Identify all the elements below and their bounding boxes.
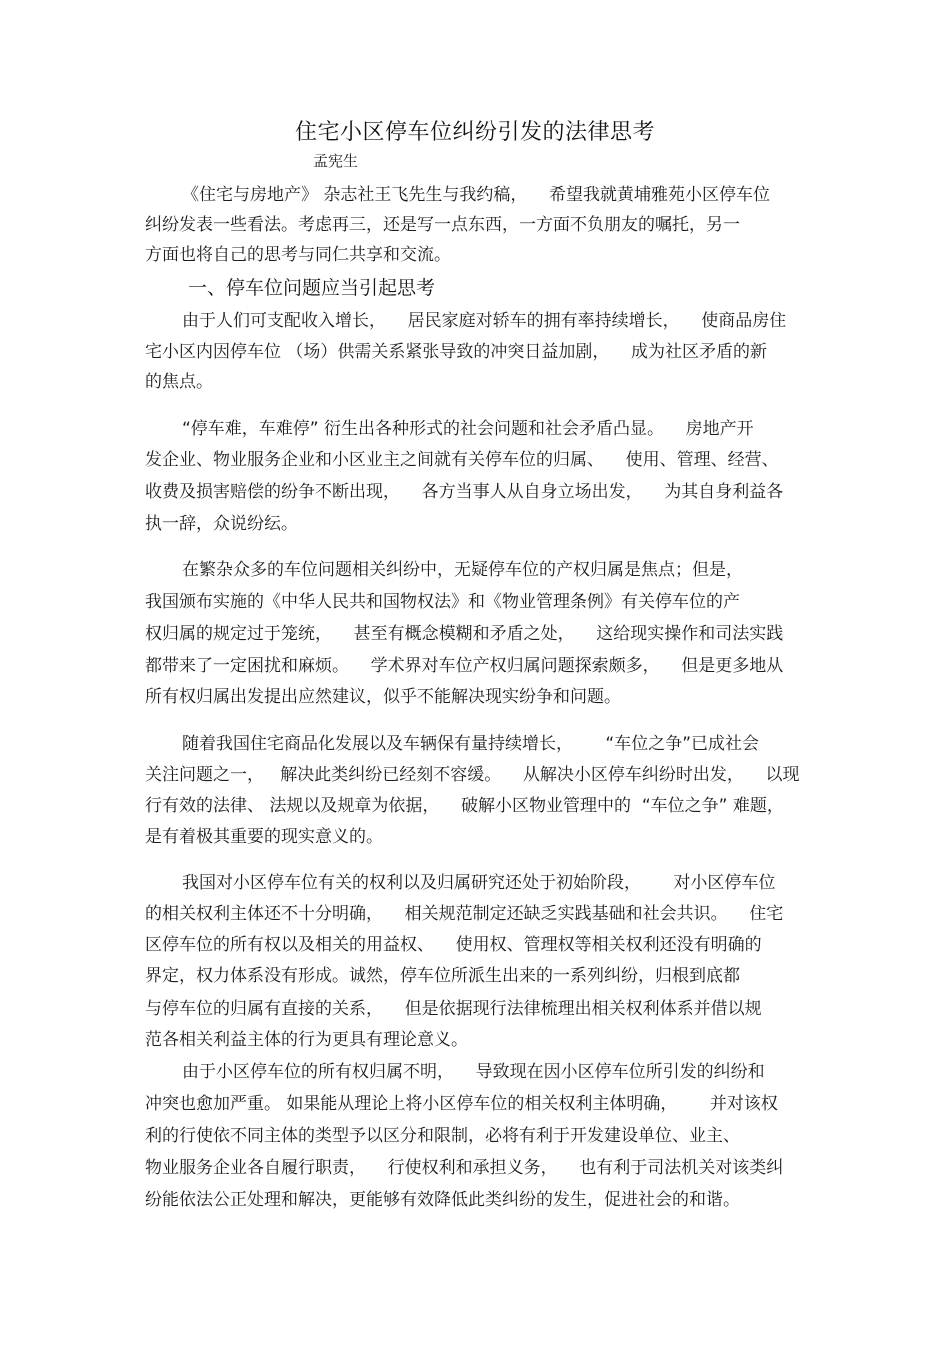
text-line: 的焦点。 [145, 372, 213, 392]
text-line: 关注问题之一， 解决此类纠纷已经刻不容缓。 从解决小区停车纠纷时出发， 以现 [145, 765, 800, 785]
text-line: 冲突也愈加严重。 如果能从理论上将小区停车位的相关权利主体明确， 并对该权 [145, 1094, 778, 1114]
text-line: 物业服务企业各自履行职责， 行使权利和承担义务， 也有利于司法机关对该类纠 [145, 1158, 784, 1178]
text-line: 纷能依法公正处理和解决，更能够有效降低此类纠纷的发生，促进社会的和谐。 [145, 1190, 740, 1210]
text-line: 界定，权力体系没有形成。诚然，停车位所派生出来的一系列纠纷，归根到底都 [145, 966, 740, 986]
text-line: 方面也将自己的思考与同仁共享和交流。 [145, 245, 451, 265]
text-line: 权归属的规定过于笼统， 甚至有概念模糊和矛盾之处， 这给现实操作和司法实践 [145, 624, 784, 644]
text-line: 我国颁布实施的《中华人民共和国物权法》和《物业管理条例》有关停车位的产 [145, 592, 740, 612]
text-line: 宅小区内因停车位 （场）供需关系紧张导致的冲突日益加剧， 成为社区矛盾的新 [145, 342, 768, 362]
text-line: 执一辞，众说纷纭。 [145, 514, 298, 534]
section-heading: 一、停车位问题应当引起思考 [188, 277, 436, 299]
text-line: 是有着极其重要的现实意义的。 [145, 827, 383, 847]
text-line: 我国对小区停车位有关的权利以及归属研究还处于初始阶段， 对小区停车位 [182, 873, 776, 893]
text-line: 《住宅与房地产》 杂志社王飞先生与我约稿， 希望我就黄埔雅苑小区停车位 [182, 185, 771, 205]
text-line: 范各相关利益主体的行为更具有理论意义。 [145, 1030, 468, 1050]
author-name: 孟宪生 [313, 152, 359, 170]
text-line: 纠纷发表一些看法。考虑再三，还是写一点东西，一方面不负朋友的嘱托，另一 [145, 215, 740, 235]
text-line: 在繁杂众多的车位问题相关纠纷中，无疑停车位的产权归属是焦点；但是， [182, 560, 743, 580]
text-line: “停车难，车难停” 衍生出各种形式的社会问题和社会矛盾凸显。 房地产开 [182, 419, 754, 439]
document-title: 住宅小区停车位纠纷引发的法律思考 [294, 120, 655, 145]
text-line: 所有权归属出发提出应然建议，似乎不能解决现实纷争和问题。 [145, 687, 621, 707]
text-line: 由于小区停车位的所有权归属不明， 导致现在因小区停车位所引发的纠纷和 [182, 1062, 765, 1082]
text-line: 的相关权利主体还不十分明确， 相关规范制定还缺乏实践基础和社会共识。 住宅 [145, 904, 784, 924]
text-line: 区停车位的所有权以及相关的用益权、 使用权、管理权等相关权利还没有明确的 [145, 935, 762, 955]
text-line: 发企业、物业服务企业和小区业主之间就有关停车位的归属、 使用、管理、经营、 [145, 450, 779, 470]
text-line: 随着我国住宅商品化发展以及车辆保有量持续增长， “车位之争”已成社会 [182, 734, 760, 754]
text-line: 都带来了一定困扰和麻烦。 学术界对车位产权归属问题探索颇多， 但是更多地从 [145, 656, 784, 676]
text-line: 行有效的法律、 法规以及规章为依据， 破解小区物业管理中的 “车位之争” 难题， [145, 796, 784, 816]
text-line: 由于人们可支配收入增长， 居民家庭对轿车的拥有率持续增长， 使商品房住 [182, 311, 787, 331]
text-line: 收费及损害赔偿的纷争不断出现， 各方当事人从自身立场出发， 为其自身利益各 [145, 482, 784, 502]
text-line: 利的行使依不同主体的类型予以区分和限制，必将有利于开发建设单位、业主、 [145, 1126, 740, 1146]
text-line: 与停车位的归属有直接的关系， 但是依据现行法律梳理出相关权利体系并借以规 [145, 999, 762, 1019]
